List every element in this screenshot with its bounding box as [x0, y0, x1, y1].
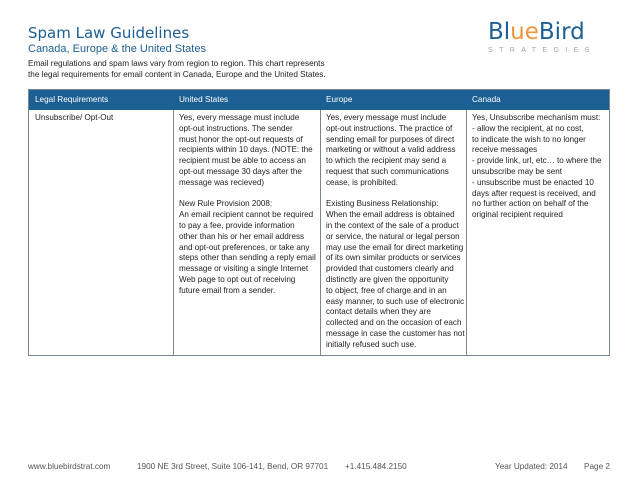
- cell-line: Yes, every message must include: [179, 113, 300, 122]
- intro-line: the legal requirements for email content in Canada, Europe and the United States.: [28, 70, 326, 79]
- bluebird-logo: [488, 20, 610, 60]
- cell-line: cease, is prohibited.: [326, 177, 398, 187]
- footer-phone: +1.415.484.2150: [345, 462, 407, 471]
- cell-line: distinctly are given the opportunity: [326, 274, 449, 284]
- cell-line: receive messages: [472, 145, 538, 155]
- cell-line: Yes, Unsubscribe mechanism must:: [472, 113, 601, 122]
- cell-line: request that such communications: [326, 166, 449, 176]
- logo-tagline: STRATEGIES: [488, 47, 596, 54]
- logo-part-2: ue: [510, 19, 539, 45]
- cell-line: initially refused such use.: [326, 339, 417, 349]
- page-title: Spam Law Guidelines: [28, 24, 190, 42]
- cell-line: recipients within 10 days. (NOTE: the: [179, 145, 313, 155]
- table-header: [29, 90, 609, 110]
- cell-europe: [326, 113, 465, 351]
- cell-line: An email recipient cannot be required: [179, 210, 314, 220]
- cell-line: easy manner, to such use of electronic: [326, 296, 465, 306]
- footer-page-number: Page 2: [584, 462, 610, 471]
- cell-line: days after request is received, and: [472, 188, 596, 198]
- column-header-europe: Europe: [326, 95, 353, 104]
- logo-wordmark: [488, 20, 610, 44]
- cell-line: marketing or without a valid address: [326, 145, 456, 155]
- cell-united-states: [179, 113, 316, 297]
- cell-line: future email from a sender.: [179, 285, 276, 295]
- cell-line: no further action on behalf of the: [472, 199, 589, 209]
- cell-line: must honor the opt-out requests of: [179, 134, 303, 144]
- cell-line: recipient must be able to access an: [179, 156, 306, 166]
- cell-line: steps other than sending a reply email: [179, 253, 316, 263]
- cell-line: or service, the natural or legal person: [326, 231, 460, 241]
- cell-line: to indicate the wish to no longer: [472, 134, 586, 144]
- footer-website[interactable]: www.bluebirdstrat.com: [28, 462, 111, 471]
- cell-line: [179, 189, 316, 200]
- cell-line: and opt-out preferences, or take any: [179, 242, 310, 252]
- logo-part-3: Bird: [538, 19, 585, 45]
- cell-line: When the email address is obtained: [326, 210, 455, 220]
- cell-line: [326, 189, 465, 200]
- page-subtitle: Canada, Europe & the United States: [28, 43, 206, 55]
- cell-line: - unsubscribe must be enacted 10: [472, 177, 594, 187]
- cell-line: original recipient required: [472, 210, 563, 220]
- cell-line: message was recieved): [179, 177, 265, 187]
- cell-line: to object, free of charge and in an: [326, 285, 447, 295]
- column-divider: [173, 110, 174, 355]
- cell-line: of its own similar products or services: [326, 253, 461, 263]
- column-header-legal-requirements: Legal Requirements: [35, 95, 109, 104]
- column-header-canada: Canada: [472, 95, 501, 104]
- cell-line: in the context of the sale of a product: [326, 220, 459, 230]
- cell-line: unsubscribe may be sent: [472, 166, 562, 176]
- cell-line: other than his or her email address: [179, 231, 305, 241]
- cell-line: to which the recipient may send a: [326, 156, 447, 166]
- cell-line: New Rule Provision 2008:: [179, 199, 273, 209]
- cell-line: message or visiting a single Internet: [179, 264, 309, 274]
- cell-line: Yes, every message must include: [326, 113, 447, 122]
- footer-year-updated: Year Updated: 2014: [495, 462, 568, 471]
- intro-line: Email regulations and spam laws vary from region to region. This chart represents: [28, 59, 325, 68]
- cell-line: may use the email for direct marketing: [326, 242, 464, 252]
- cell-line: opt-out instructions. The practice of: [326, 123, 453, 133]
- cell-line: to pay a fee, provide information: [179, 220, 295, 230]
- cell-line: - provide link, url, etc… to where the: [472, 156, 602, 166]
- cell-line: Web page to opt out of receiving: [179, 274, 296, 284]
- cell-line: provided that customers clearly and: [326, 264, 454, 274]
- cell-line: contact details when they are: [326, 307, 431, 317]
- cell-line: collected and on the occasion of each: [326, 318, 462, 328]
- cell-line: Existing Business Relationship:: [326, 199, 439, 209]
- cell-line: sending email for purposes of direct: [326, 134, 455, 144]
- row-label-unsubscribe: Unsubscribe/ Opt-Out: [35, 113, 114, 122]
- logo-part-1: Bl: [488, 19, 511, 45]
- intro-text: [28, 58, 358, 80]
- cell-line: message in case the customer has not: [326, 328, 465, 338]
- cell-line: - allow the recipient, at no cost,: [472, 123, 584, 133]
- column-header-united-states: United States: [179, 95, 229, 104]
- cell-canada: [472, 113, 602, 221]
- column-divider: [320, 110, 321, 355]
- spam-law-table: [28, 89, 610, 356]
- cell-line: opt-out message 30 days after the: [179, 166, 302, 176]
- column-divider: [466, 110, 467, 355]
- cell-line: opt-out instructions. The sender: [179, 123, 293, 133]
- footer-address: 1900 NE 3rd Street, Suite 106-141, Bend, OR 97701: [137, 462, 329, 471]
